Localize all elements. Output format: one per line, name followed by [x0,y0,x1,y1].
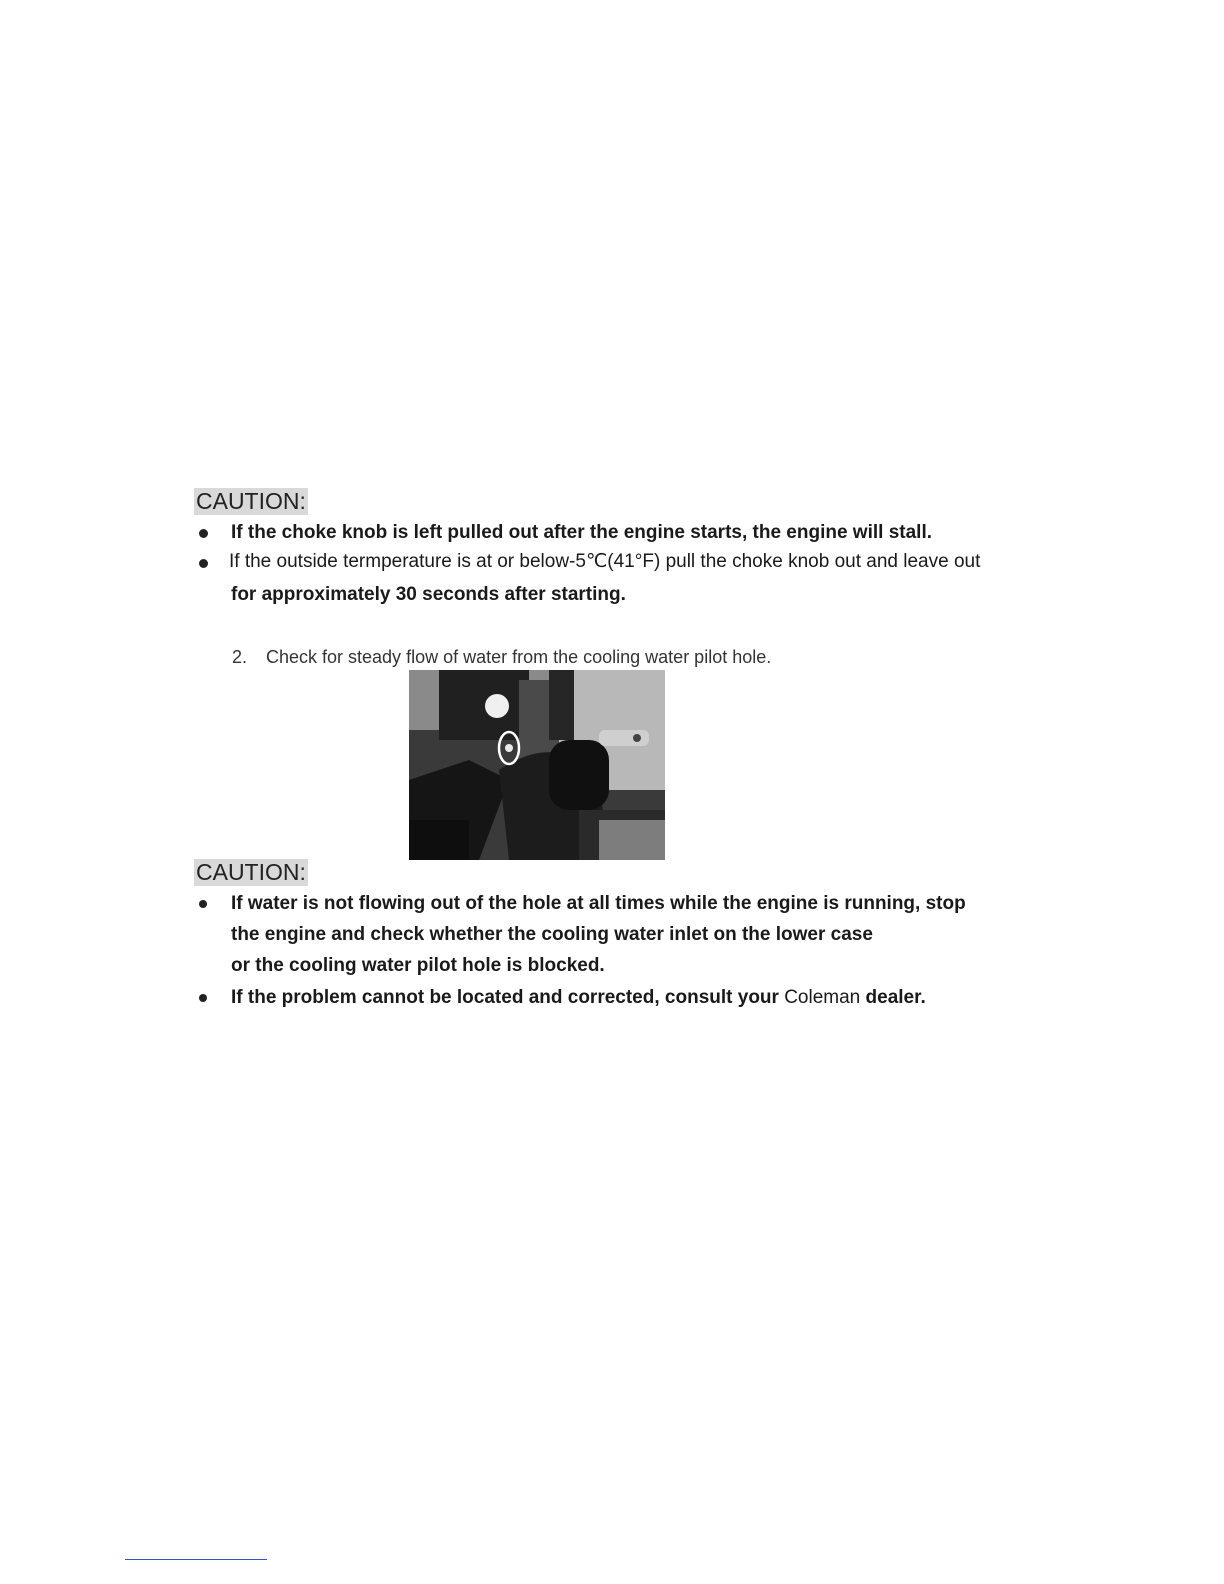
caution2-bullet-2-end: dealer. [860,987,926,1008]
caution1-bullet-1: If the choke knob is left pulled out after the engine starts, the engine will stall. [231,522,932,543]
bullet-dot-icon [199,559,208,568]
caution1-bullet-2-line2: for approximately 30 seconds after starting. [231,584,626,605]
caution-heading-1: CAUTION: [196,488,306,514]
footnote-rule [125,1559,267,1560]
bullet-dot-icon [199,900,207,908]
caution2-bullet-1-line3: or the cooling water pilot hole is blocked. [231,955,605,976]
caution2-bullet-2 [231,986,926,1010]
step-number: 2. [232,647,248,667]
engine-pilot-hole-photo [409,670,665,860]
caution2-bullet-1-line2: the engine and check whether the cooling water inlet on the lower case [231,924,873,945]
caution1-bullet-2-line1: If the outside termperature is at or below-5℃(41°F) pull the choke knob out and leave out [229,551,981,572]
caution2-bullet-1-line1: If water is not flowing out of the hole at all times while the engine is running, stop [231,893,966,914]
caution2-bullet-2-text: If the problem cannot be located and corrected, consult your [231,987,785,1008]
bullet-dot-icon [199,529,208,538]
engine-photo-icon [409,670,665,860]
caution-heading-2: CAUTION: [196,859,306,885]
step-text: Check for steady flow of water from the cooling water pilot hole. [266,647,772,667]
caution2-bullet-2-brand: Coleman [784,987,861,1008]
bullet-dot-icon [199,994,207,1002]
